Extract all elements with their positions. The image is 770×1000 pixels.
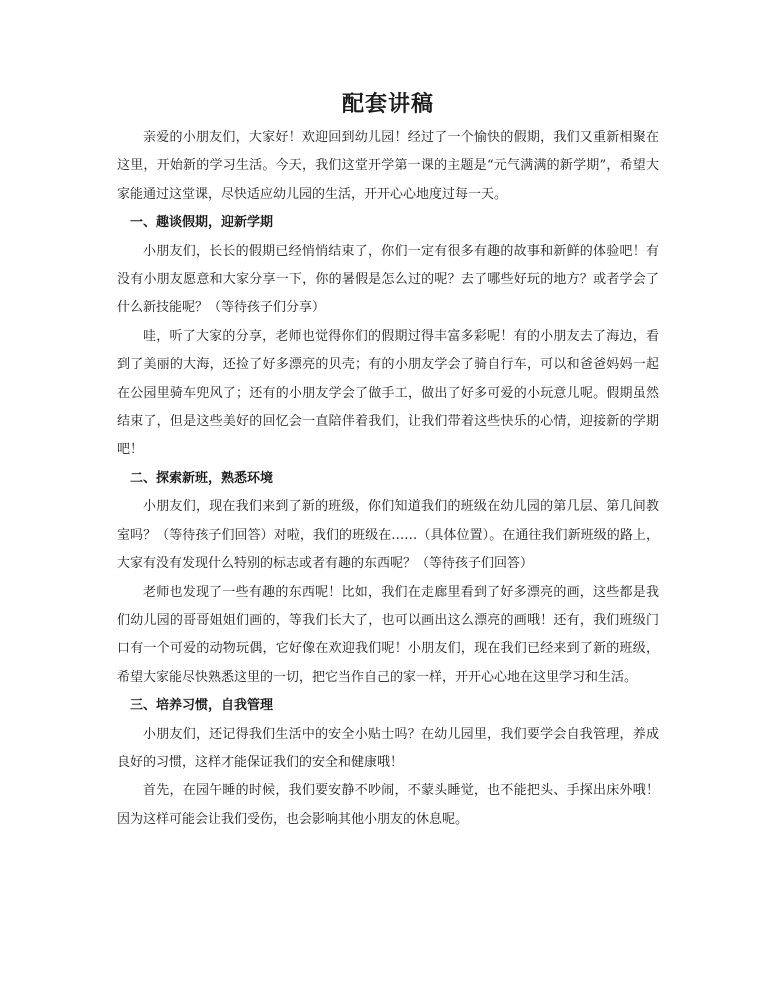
section-paragraph: 小朋友们，现在我们来到了新的班级，你们知道我们的班级在幼儿园的第几层、第几间教室吗？（等待孩子们回答）对啦，我们的班级在……（具体位置）。在通往我们新班级的路上，大家有没有发现什么特别的标志或者有趣的东西呢？（等待孩子们回答） [117, 499, 659, 572]
section-heading: 三、培养习惯，自我管理 [130, 698, 274, 714]
section-paragraph: 小朋友们，长长的假期已经悄悄结束了，你们一定有很多有趣的故事和新鲜的体验吧！有没有小朋友愿意和大家分享一下，你的暑假是怎么过的呢？去了哪些好玩的地方？或者学会了什么新技能呢？（等待孩子们分享） [117, 243, 659, 316]
section-paragraph: 哇，听了大家的分享，老师也觉得你们的假期过得丰富多彩呢！有的小朋友去了海边，看到了美丽的大海，还捡了好多漂亮的贝壳；有的小朋友学会了骑自行车，可以和爸爸妈妈一起在公园里骑车兜风了；还有的小朋友学会了做手工，做出了好多可爱的小玩意儿呢。假期虽然结束了，但是这些美好的回忆会一直陪伴着我们，让我们带着这些快乐的心情，迎接新的学期吧！ [117, 328, 659, 458]
section-2 [117, 465, 659, 692]
section-paragraph: 老师也发现了一些有趣的东西呢！比如，我们在走廊里看到了好多漂亮的画，这些都是我们幼儿园的哥哥姐姐们画的，等我们长大了，也可以画出这么漂亮的画哦！还有，我们班级门口有一个可爱的动物玩偶，它好像在欢迎我们呢！小朋友们，现在我们已经来到了新的班级，希望大家能尽快熟悉这里的一切，把它当作自己的家一样，开开心心地在这里学习和生活。 [117, 584, 659, 685]
document-page [117, 88, 659, 834]
section-heading: 二、探索新班，熟悉环境 [130, 470, 274, 486]
document-title: 配套讲稿 [341, 91, 434, 117]
section-heading: 一、趣谈假期，迎新学期 [130, 215, 274, 231]
section-paragraph: 首先，在园午睡的时候，我们要安静不吵闹，不蒙头睡觉，也不能把头、手探出床外哦！因为这样可能会让我们受伤，也会影响其他小朋友的休息呢。 [117, 783, 659, 827]
section-paragraph: 小朋友们，还记得我们生活中的安全小贴士吗？在幼儿园里，我们要学会自我管理，养成良好的习惯，这样才能保证我们的安全和健康哦！ [117, 726, 659, 770]
section-3 [117, 692, 659, 834]
intro-paragraph: 亲爱的小朋友们，大家好！欢迎回到幼儿园！经过了一个愉快的假期，我们又重新相聚在这里，开始新的学习生活。今天，我们这堂开学第一课的主题是“元气满满的新学期”，希望大家能通过这堂课，尽快适应幼儿园的生活，开开心心地度过每一天。 [117, 130, 659, 202]
section-1 [117, 209, 659, 465]
